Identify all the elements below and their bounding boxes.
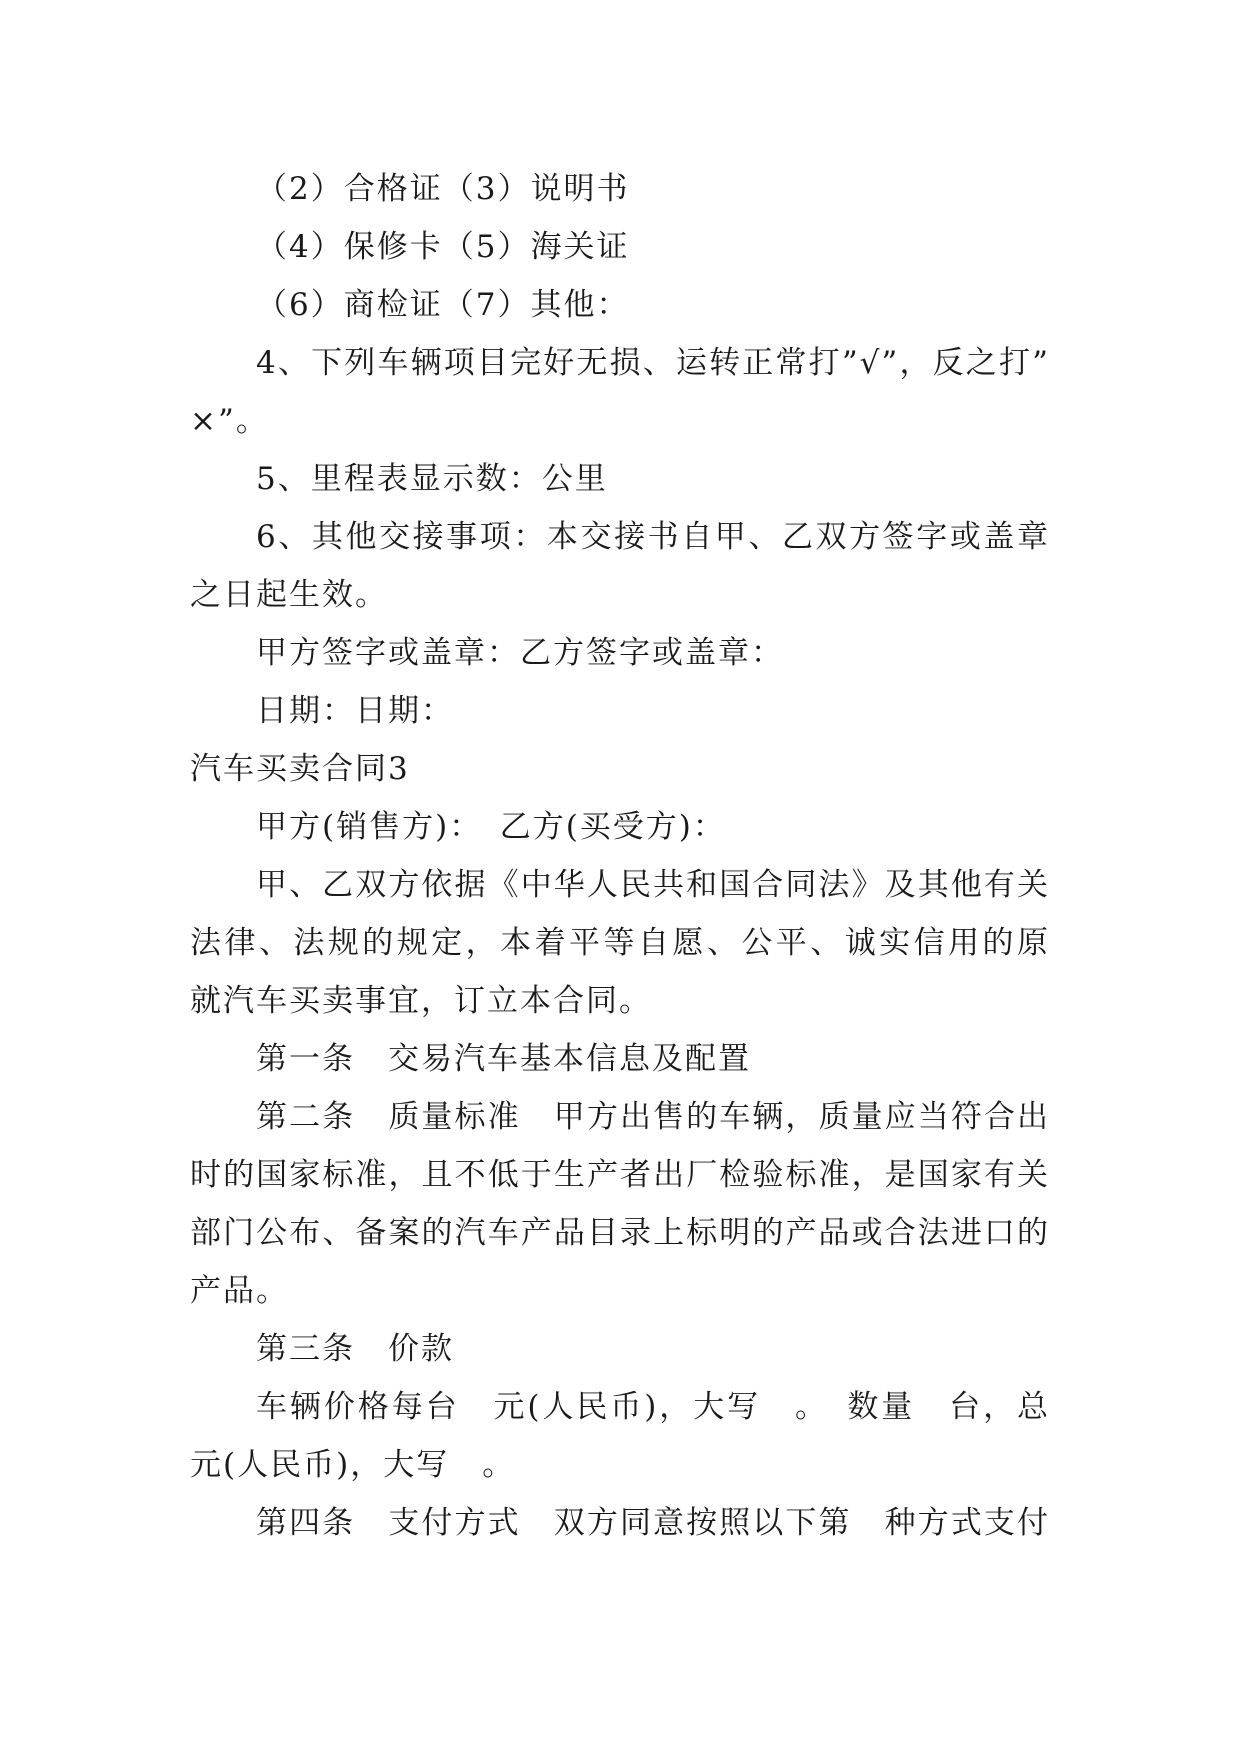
text-line: 甲方(销售方)： 乙方(买受方)：: [256, 809, 726, 845]
text-line: 法律、法规的规定，本着平等自愿、公平、诚实信用的原: [190, 925, 1050, 961]
text-line: ×”。: [190, 403, 269, 439]
text-line: 日期：日期：: [256, 693, 454, 729]
document-body: [190, 160, 1050, 1552]
text-line: （6）商检证（7）其他：: [256, 287, 630, 323]
text-line: 之日起生效。: [190, 577, 388, 613]
text-line: 元(人民币)，大写 。: [190, 1447, 516, 1483]
text-line: 第三条 价款: [256, 1331, 454, 1367]
text-line: 第一条 交易汽车基本信息及配置: [256, 1041, 751, 1077]
text-line: 车辆价格每台 元(人民币)，大写 。 数量 台，总: [256, 1389, 1050, 1425]
text-line: 甲方签字或盖章：乙方签字或盖章：: [256, 635, 784, 671]
text-line: 产品。: [190, 1273, 289, 1309]
text-line: 5、里程表显示数：公里: [256, 461, 608, 497]
text-line: 甲、乙双方依据《中华人民共和国合同法》及其他有关: [256, 867, 1050, 903]
text-line: 4、下列车辆项目完好无损、运转正常打”√”，反之打”: [256, 345, 1050, 381]
text-line: 6、其他交接事项：本交接书自甲、乙双方签字或盖章: [256, 519, 1050, 555]
text-line: （4）保修卡（5）海关证: [256, 229, 630, 265]
text-line: 就汽车买卖事宜，订立本合同。: [190, 983, 652, 1019]
text-line: 第四条 支付方式 双方同意按照以下第 种方式支付: [256, 1505, 1050, 1541]
text-line: 时的国家标准，且不低于生产者出厂检验标准，是国家有关: [190, 1157, 1050, 1193]
text-line: （2）合格证（3）说明书: [256, 171, 630, 207]
section-title: 汽车买卖合同3: [190, 751, 410, 787]
text-line: 部门公布、备案的汽车产品目录上标明的产品或合法进口的: [190, 1215, 1050, 1251]
text-line: 第二条 质量标准 甲方出售的车辆，质量应当符合出: [256, 1099, 1050, 1135]
